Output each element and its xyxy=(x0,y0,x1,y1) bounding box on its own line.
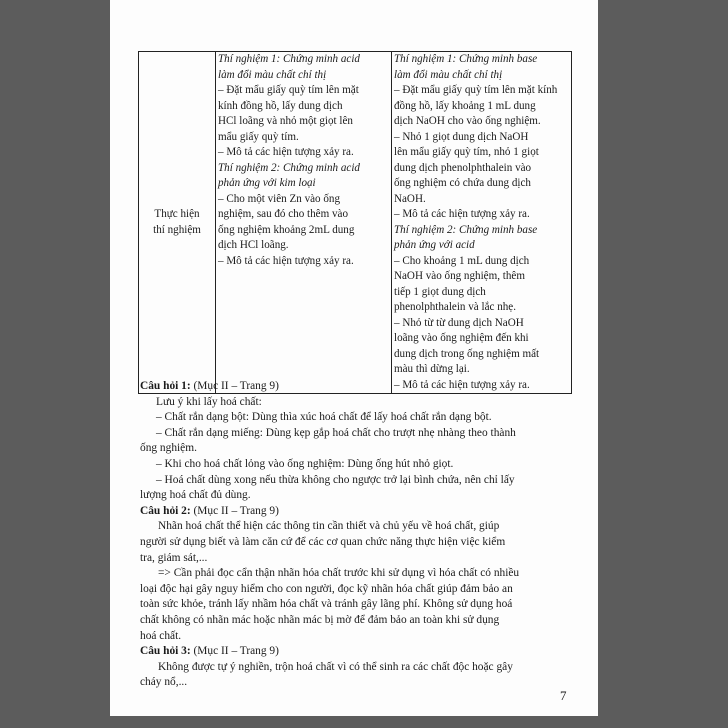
row-label-line: Thực hiện xyxy=(154,208,200,220)
answers-section xyxy=(140,379,572,691)
question-heading: Câu hỏi 3: xyxy=(140,645,191,658)
paragraph-line: Nhãn hoá chất thể hiện các thông tin cần thiết và chủ yếu về hoá chất, giúp xyxy=(158,520,500,533)
row-label-line: thí nghiệm xyxy=(153,223,201,236)
question-2-heading-line xyxy=(140,504,572,520)
step-line: nghiệm, sau đó cho thêm vào xyxy=(218,208,349,220)
experiment-title: làm đổi màu chất chỉ thị xyxy=(394,68,503,81)
paragraph-line: loại độc hại gây nguy hiểm cho con người, đọc kỹ nhãn hóa chất giúp đảm bảo an xyxy=(140,582,513,595)
experiment-title: Thí nghiệm 2: Chứng minh base xyxy=(394,223,538,236)
step-line: dung dịch trong ống nghiệm mất xyxy=(394,347,540,360)
step-line: NaOH vào ống nghiệm, thêm xyxy=(394,270,525,282)
paragraph-line: => Cần phải đọc cẩn thận nhãn hóa chất trước khi sử dụng vì hóa chất có nhiều xyxy=(158,567,520,580)
step-line: màu thì dừng lại. xyxy=(394,363,470,375)
step-line: lên mẩu giấy quỳ tím, nhỏ 1 giọt xyxy=(394,146,539,158)
experiment-table xyxy=(138,51,572,394)
viewer-background-left xyxy=(0,0,110,728)
step-line: ống nghiệm khoảng 2mL dung xyxy=(218,223,355,236)
paragraph-line: hoá chất. xyxy=(140,629,182,642)
viewer-background-right xyxy=(598,0,728,728)
list-item: – Hoá chất dùng xong nếu thừa không cho ngược trở lại bình chứa, nên chỉ lấy xyxy=(156,473,515,486)
step-line: – Mô tả các hiện tượng xảy ra. xyxy=(218,254,354,267)
step-line: – Mô tả các hiện tượng xảy ra. xyxy=(394,378,530,391)
step-line: loãng vào ống nghiệm đến khi xyxy=(394,332,529,344)
page-number: 7 xyxy=(560,688,567,703)
experiment-title: Thí nghiệm 1: Chứng minh base xyxy=(394,53,538,65)
step-line: – Đặt mẩu giấy quỳ tím lên mặt kính xyxy=(394,84,558,96)
step-line: dịch NaOH cho vào ống nghiệm. xyxy=(394,115,541,127)
question-reference: (Mục II – Trang 9) xyxy=(190,380,279,392)
step-line: – Nhỏ 1 giọt dung dịch NaOH xyxy=(394,130,529,143)
question-heading: Câu hỏi 2: xyxy=(140,504,191,517)
paragraph-line: người sử dụng biết và làm căn cứ để các cơ quan chức năng thực hiện việc kiểm xyxy=(140,535,506,548)
step-line: – Mô tả các hiện tượng xảy ra. xyxy=(394,208,530,220)
step-line: dung dịch phenolphthalein vào xyxy=(394,161,532,174)
step-line: – Cho một viên Zn vào ống xyxy=(218,192,341,205)
paragraph-line: Lưu ý khi lấy hoá chất: xyxy=(156,395,262,408)
step-line: kính đồng hồ, lấy dung dịch xyxy=(218,99,343,112)
step-line: tiếp 1 giọt dung dịch xyxy=(394,285,486,298)
experiment-title: làm đổi màu chất chỉ thị xyxy=(218,68,327,81)
step-line: phenolphthalein và lắc nhẹ. xyxy=(394,301,516,313)
paragraph-line: tra, giám sát,... xyxy=(140,551,208,564)
paragraph-line: chất không có nhãn mác hoặc nhãn mác bị mờ để đảm bảo an toàn khi sử dụng xyxy=(140,613,500,626)
question-heading: Câu hỏi 1: xyxy=(140,380,191,392)
base-experiments-cell xyxy=(392,52,572,394)
row-label-cell xyxy=(139,52,216,394)
list-item: – Khi cho hoá chất lỏng vào ống nghiệm: Dùng ống hút nhỏ giọt. xyxy=(156,457,454,470)
list-item: – Chất rắn dạng bột: Dùng thìa xúc hoá chất để lấy hoá chất rắn dạng bột. xyxy=(156,411,492,424)
question-1-heading-line xyxy=(140,379,572,395)
step-line: mẩu giấy quỳ tím. xyxy=(218,130,299,143)
question-reference: (Mục II – Trang 9) xyxy=(190,504,279,517)
list-item: – Chất rắn dạng miếng: Dùng kẹp gắp hoá chất cho trượt nhẹ nhàng theo thành xyxy=(156,426,516,439)
paragraph-line: Không được tự ý nghiền, trộn hoá chất vì có thể sinh ra các chất độc hoặc gây xyxy=(158,660,513,673)
viewer-background-bottom xyxy=(110,716,598,728)
experiment-title: Thí nghiệm 1: Chứng minh acid xyxy=(218,53,360,65)
list-item-continuation: ống nghiệm. xyxy=(140,442,197,455)
paragraph-line: toàn sức khỏe, tránh lấy nhầm hóa chất và tránh gây lãng phí. Không sử dụng hoá xyxy=(140,598,513,611)
step-line: – Mô tả các hiện tượng xảy ra. xyxy=(218,146,354,158)
experiment-title: phản ứng với kim loại xyxy=(218,177,316,189)
paragraph-line: cháy nổ,... xyxy=(140,676,188,689)
acid-experiments-cell xyxy=(216,52,392,394)
step-line: NaOH. xyxy=(394,192,426,205)
step-line: – Đặt mẩu giấy quỳ tím lên mặt xyxy=(218,84,359,96)
question-3-heading-line xyxy=(140,644,572,660)
step-line: HCl loãng và nhỏ một giọt lên xyxy=(218,115,353,127)
experiment-title: phản ứng với acid xyxy=(394,239,475,251)
step-line: – Nhỏ từ từ dung dịch NaOH xyxy=(394,316,524,329)
experiment-title: Thí nghiệm 2: Chứng minh acid xyxy=(218,161,360,174)
step-line: ống nghiệm có chứa dung dịch xyxy=(394,177,531,189)
step-line: – Cho khoảng 1 mL dung dịch xyxy=(394,254,530,267)
step-line: dịch HCl loãng. xyxy=(218,239,289,251)
step-line: đồng hồ, lấy khoảng 1 mL dung xyxy=(394,99,536,112)
list-item-continuation: lượng hoá chất đủ dùng. xyxy=(140,489,251,502)
question-reference: (Mục II – Trang 9) xyxy=(190,645,279,658)
